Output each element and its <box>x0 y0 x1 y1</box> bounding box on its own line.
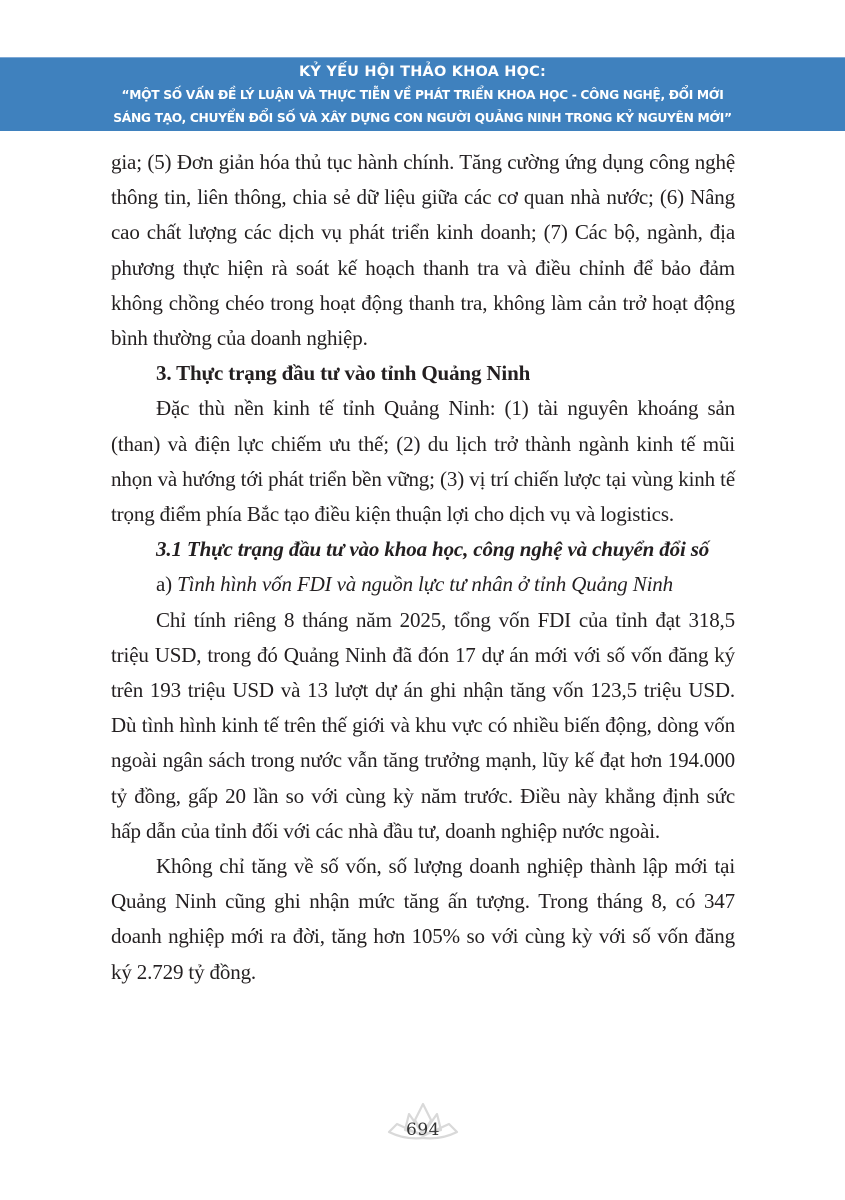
section-heading-3: 3. Thực trạng đầu tư vào tỉnh Quảng Ninh <box>156 361 531 386</box>
paragraph-continuation: gia; (5) Đơn giản hóa thủ tục hành chính. Tăng cường ứng dụng công nghệ thông tin, liên thông, chia sẻ dữ liệu giữa các cơ quan nhà nước; (6) Nâng cao chất lượng các dịch vụ phát triển kinh doanh; (7) Các bộ, ngành, địa phương thực hiện rà soát kế hoạch thanh tra và điều chỉnh để bảo đảm không chồng chéo trong hoạt động thanh tra, không làm cản trở hoạt động bình thường của doanh nghiệp. <box>111 150 735 351</box>
paragraph-new-enterprises: Không chỉ tăng về số vốn, số lượng doanh nghiệp thành lập mới tại Quảng Ninh cũng ghi nhận mức tăng ấn tượng. Trong tháng 8, có 347 doanh nghiệp mới ra đời, tăng hơn 105% so với cùng kỳ với số vốn đăng ký 2.729 tỷ đồng. <box>111 854 735 984</box>
subsection-heading-a <box>111 567 735 602</box>
page-number: 694 <box>406 1120 440 1140</box>
header-banner <box>0 57 845 131</box>
subsection-title: Tình hình vốn FDI và nguồn lực tư nhân ở tỉnh Quảng Ninh <box>177 572 673 597</box>
proceedings-title: KỶ YẾU HỘI THẢO KHOA HỌC: <box>298 64 547 80</box>
page-number-badge <box>385 1100 461 1148</box>
section-heading-3-1: 3.1 Thực trạng đầu tư vào khoa học, công nghệ và chuyển đổi số <box>156 537 710 562</box>
subsection-label: a) <box>156 572 178 597</box>
page-body <box>111 145 735 990</box>
paragraph-economy-characteristics: Đặc thù nền kinh tế tỉnh Quảng Ninh: (1) tài nguyên khoáng sản (than) và điện lực chiếm ưu thế; (2) du lịch trở thành ngành kinh tế mũi nhọn và hướng tới phát triển bền vững; (3) vị trí chiến lược tại vùng kinh tế trọng điểm phía Bắc tạo điều kiện thuận lợi cho dịch vụ và logistics. <box>111 396 735 527</box>
conference-title-line-2: SÁNG TẠO, CHUYỂN ĐỔI SỐ VÀ XÂY DỰNG CON NGƯỜI QUẢNG NINH TRONG KỶ NGUYÊN MỚI” <box>113 111 732 125</box>
paragraph-fdi: Chỉ tính riêng 8 tháng năm 2025, tổng vốn FDI của tỉnh đạt 318,5 triệu USD, trong đó Quảng Ninh đã đón 17 dự án mới với số vốn đăng ký trên 193 triệu USD và 13 lượt dự án ghi nhận tăng vốn 123,5 triệu USD. Dù tình hình kinh tế trên thế giới và khu vực có nhiều biến động, dòng vốn ngoài ngân sách trong nước vẫn tăng trưởng mạnh, lũy kế đạt hơn 194.000 tỷ đồng, gấp 20 lần so với cùng kỳ năm trước. Điều này khẳng định sức hấp dẫn của tỉnh đối với các nhà đầu tư, doanh nghiệp nước ngoài. <box>111 607 735 843</box>
conference-title-line-1: “MỘT SỐ VẤN ĐỀ LÝ LUẬN VÀ THỰC TIỄN VỀ PHÁT TRIỂN KHOA HỌC - CÔNG NGHỆ, ĐỔI MỚI <box>121 88 724 102</box>
